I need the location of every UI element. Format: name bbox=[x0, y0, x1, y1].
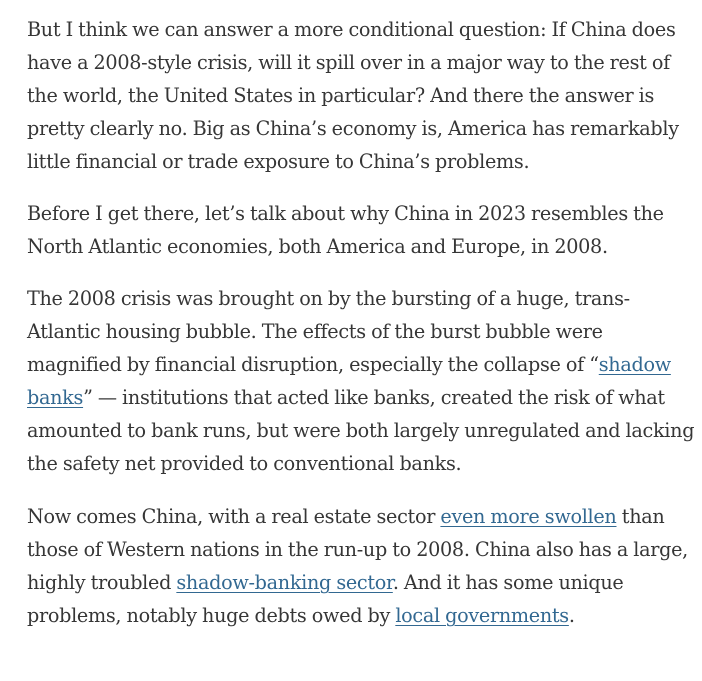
paragraph-conditional-question: But I think we can answer a more conditional question: If China does have a 2008-style crisis, will it spill over in a major way to the rest of the world, the United States in particular? And there the answer is pretty clearly no. Big as China’s economy is, America has remarkably little financial or trade exposure to China’s problems. bbox=[27, 18, 679, 173]
paragraph-text: The 2008 crisis was brought on by the bursting of a huge, trans-Atlantic housing bubble. The effects of the burst bubble were magnified by financial disruption, especially the collapse of “ bbox=[27, 287, 630, 376]
shadow-banks-link[interactable]: shadow banks bbox=[27, 353, 671, 409]
paragraph-text: than those of Western nations in the run-up to 2008. China also has a large, highly troubled bbox=[27, 505, 688, 594]
local-governments-link[interactable]: local governments bbox=[395, 604, 569, 627]
paragraph-text: Now comes China, with a real estate sector bbox=[27, 505, 441, 528]
paragraph-2008-crisis bbox=[27, 282, 699, 480]
paragraph-text: . bbox=[568, 604, 575, 627]
paragraph-now-china bbox=[27, 500, 699, 632]
even-more-swollen-link[interactable]: even more swollen bbox=[440, 505, 617, 528]
paragraph-text: ” — institutions that acted like banks, created the risk of what amounted to bank runs, but were both largely unregulated and lacking the safety net provided to conventional banks. bbox=[27, 386, 695, 475]
paragraph-text: . And it has some unique problems, notably huge debts owed by bbox=[27, 571, 624, 627]
paragraph-china-2023: Before I get there, let’s talk about why China in 2023 resembles the North Atlantic economies, both America and Europe, in 2008. bbox=[27, 202, 664, 258]
article-body bbox=[27, 13, 699, 649]
shadow-banking-sector-link[interactable]: shadow-banking sector bbox=[176, 571, 393, 594]
